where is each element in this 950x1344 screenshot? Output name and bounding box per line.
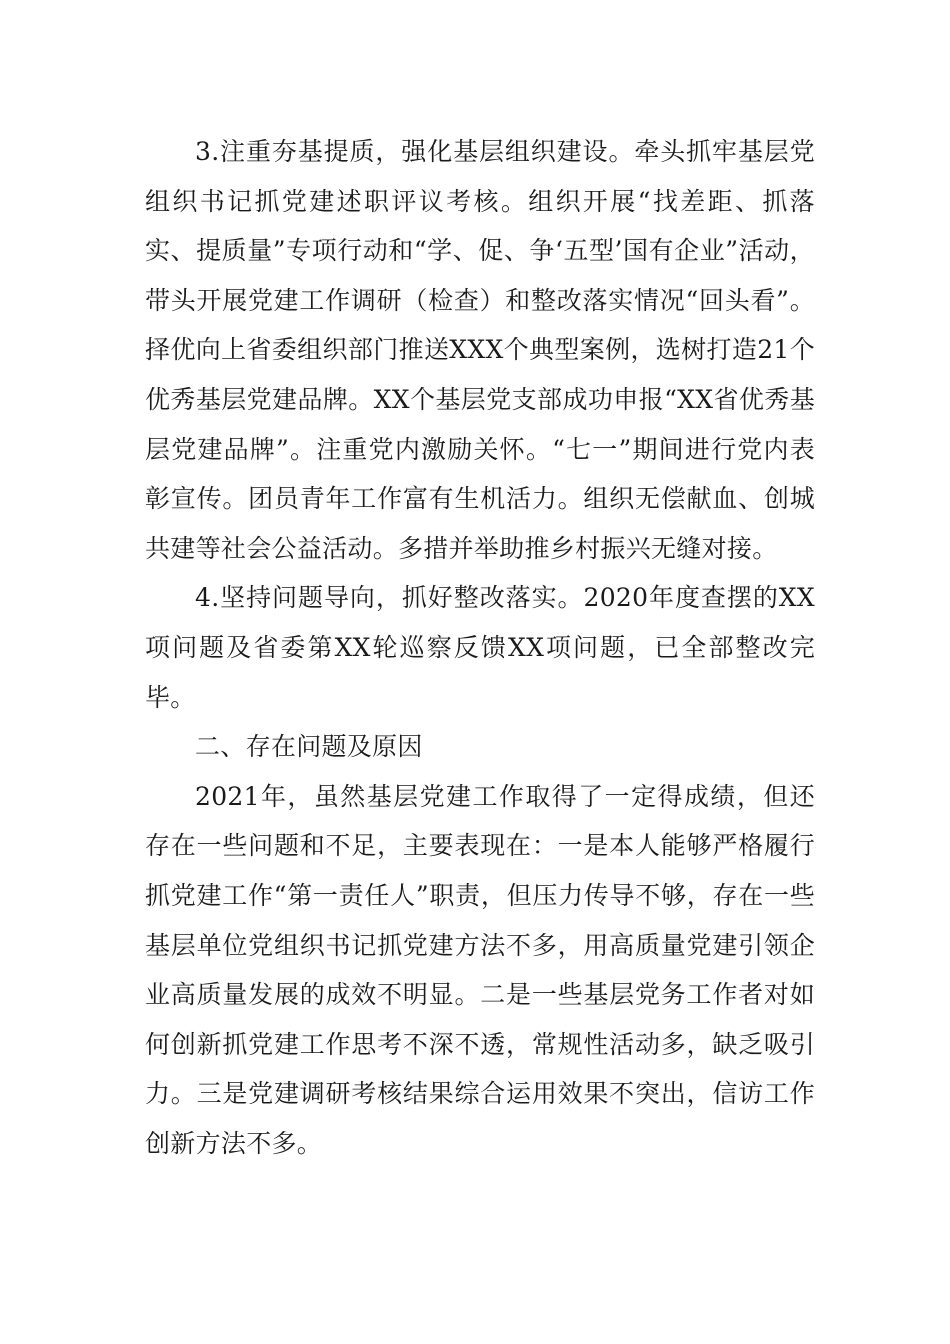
document-body (145, 127, 815, 1168)
paragraph-rectification: 4.坚持问题导向，抓好整改落实。2020年度查摆的XX项问题及省委第XX轮巡察反馈XX项问题，已全部整改完毕。 (145, 583, 815, 712)
paragraph-problems-detail: 2021年，虽然基层党建工作取得了一定得成绩，但还存在一些问题和不足，主要表现在：一是本人能够严格履行抓党建工作“第一责任人”职责，但压力传导不够，存在一些基层单位党组织书记抓党建方法不多，用高质量党建引领企业高质量发展的成效不明显。二是一些基层党务工作者对如何创新抓党建工作思考不深不透，常规性活动多，缺乏吸引力。三是党建调研考核结果综合运用效果不突出，信访工作创新方法不多。 (145, 781, 815, 1158)
section-heading-problems: 二、存在问题及原因 (195, 732, 423, 762)
paragraph-basic-organization: 3.注重夯基提质，强化基层组织建设。牵头抓牢基层党组织书记抓党建述职评议考核。组织开展“找差距、抓落实、提质量”专项行动和“学、促、争‘五型’国有企业”活动，带头开展党建工作调研（检查）和整改落实情况“回头看”。择优向上省委组织部门推送XXX个典型案例，选树打造21个优秀基层党建品牌。XX个基层党支部成功申报“XX省优秀基层党建品牌”。注重党内激励关怀。“七一”期间进行党内表彰宣传。团员青年工作富有生机活力。组织无偿献血、创城共建等社会公益活动。多措并举助推乡村振兴无缝对接。 (145, 137, 815, 563)
